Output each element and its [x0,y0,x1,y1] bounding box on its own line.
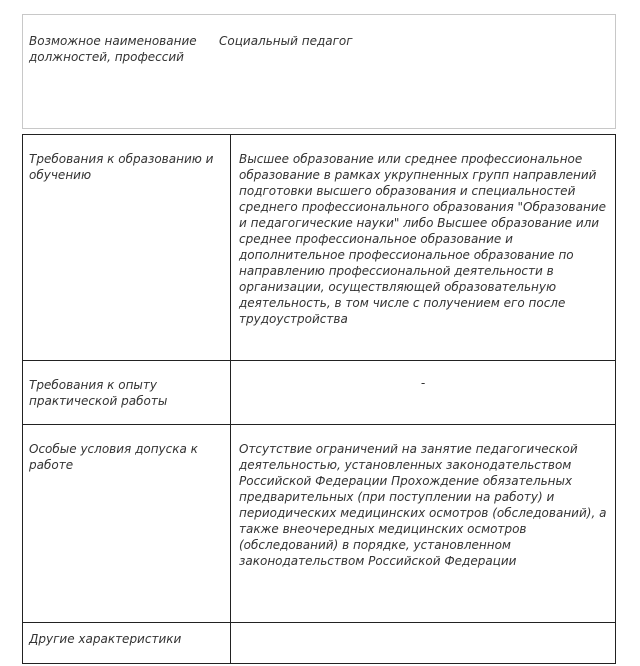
experience-label: Требования к опыту практической работы [23,361,231,425]
position-table [22,14,616,129]
position-value: Социальный педагог [219,34,353,48]
education-label: Требования к образованию и обучению [23,135,231,361]
education-value: Высшее образование или среднее профессиональное образование в рамках укрупненных групп направлений подготовки высшего образования и специальностей среднего профессионального образования "Образование и педагогические науки" либо Высшее образование или среднее профессиональное образование и дополнительное профессиональное образование по направлению профессиональной деятельности в организации, осуществляющей образовательную деятельность, в том числе с получением его после трудоустройства [231,135,616,361]
table-row [23,361,616,425]
position-label: Возможное наименование должностей, профессий [29,34,197,64]
table-row [23,135,616,361]
table-row [23,623,616,664]
table-row [23,425,616,623]
experience-value: - [231,361,616,425]
admission-conditions-value: Отсутствие ограничений на занятие педагогической деятельностью, установленных законодательством Российской Федерации Прохождение обязательных предварительных (при поступлении на работу) и периодических медицинских осмотров (обследований), а также внеочередных медицинских осмотров (обследований) в порядке, установленном законодательством Российской Федерации [231,425,616,623]
admission-conditions-label: Особые условия допуска к работе [23,425,231,623]
other-characteristics-label: Другие характеристики [23,623,231,664]
other-characteristics-value [231,623,616,664]
requirements-table [22,134,616,664]
position-row [23,15,616,129]
